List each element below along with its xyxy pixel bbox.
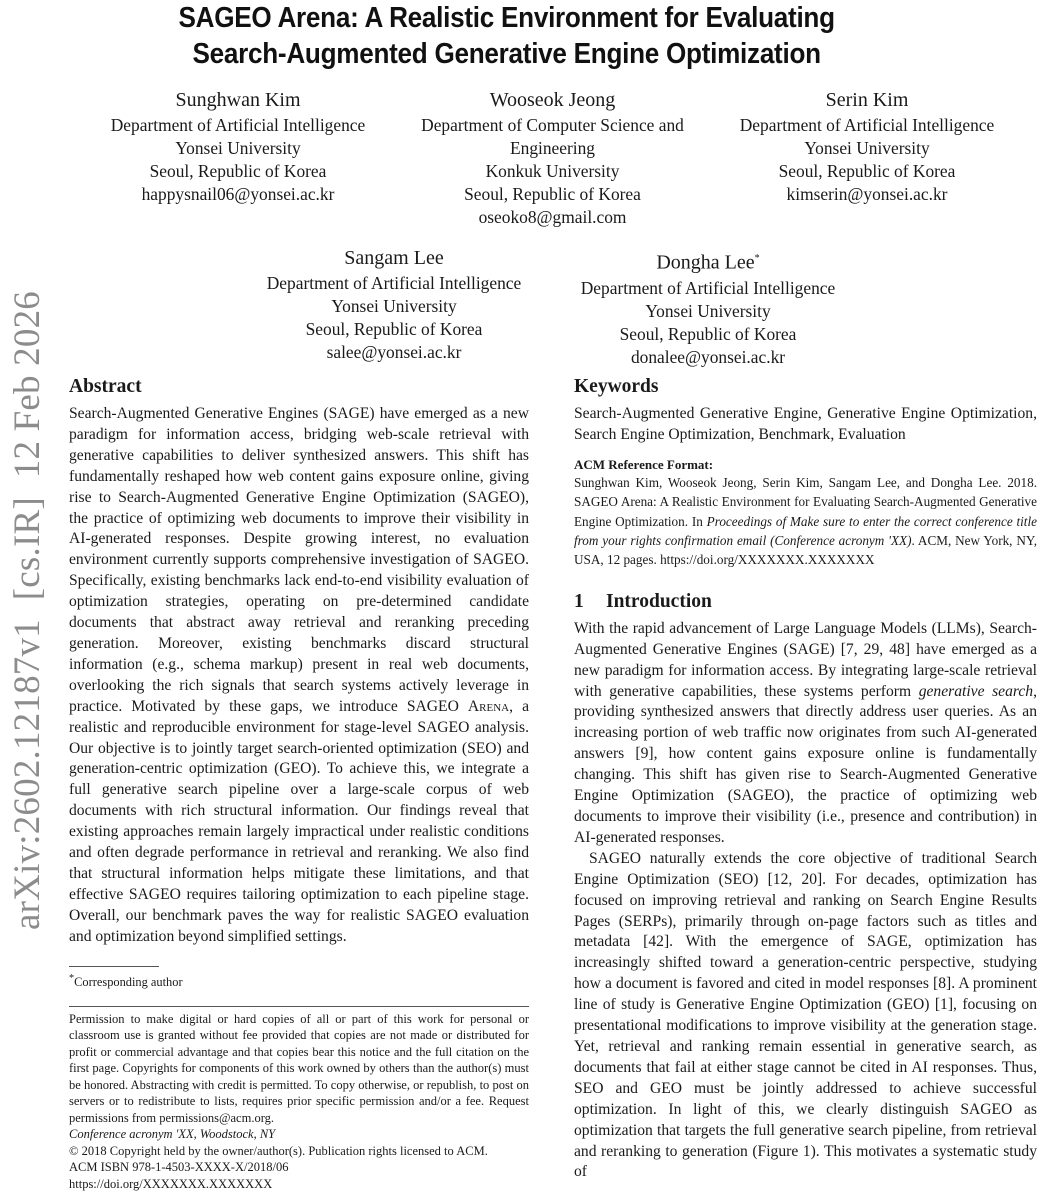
- author-name: Sunghwan Kim: [175, 89, 301, 111]
- title-line-2: Search-Augmented Generative Engine Optimization: [192, 38, 821, 70]
- author-email[interactable]: oseoko8@gmail.com: [478, 207, 627, 227]
- author-university: Yonsei University: [645, 300, 771, 321]
- abstract-heading: Abstract: [69, 376, 142, 397]
- author-university: Yonsei University: [175, 138, 301, 158]
- author-university: Yonsei University: [331, 296, 457, 316]
- doi-link[interactable]: https://doi.org/XXXXXXX.XXXXXXX: [69, 1176, 273, 1191]
- acm-ref-part: . ACM, New York, NY, USA, 12 pages. https://doi.org/XXXXXXX.XXXXXXX: [574, 533, 1037, 568]
- author-dept: Department of Artificial Intelligence: [110, 115, 366, 135]
- author-location: Seoul, Republic of Korea: [619, 323, 797, 344]
- isbn: ACM ISBN 978-1-4503-XXXX-X/2018/06: [69, 1160, 289, 1175]
- author-location: Seoul, Republic of Korea: [464, 184, 641, 204]
- author-name: Wooseok Jeong: [489, 89, 616, 111]
- author-block: [717, 88, 1017, 206]
- author-dept: Department of Artificial Intelligence: [266, 273, 522, 293]
- section-number: 1: [574, 590, 584, 612]
- section-title: Introduction: [606, 590, 712, 612]
- footnote-mark: *: [69, 972, 75, 984]
- intro-text-part: , providing synthesized answers that directly address user queries. As an increasing portion of web traffic now originates from such AI-generated answers [9], how content gains exposure online is fundamentally changing. This shift has given rise to Search-Augmented Generative Engine Optimization (SAGEO), the practice of optimizing web documents to improve their visibility (i.e., presence and contribution) in AI-generated responses.: [574, 682, 1037, 846]
- permission-text: Permission to make digital or hard copies of all or part of this work for personal or classroom use is granted without fee provided that copies are not made or distributed for profit or commercial advantage and that copies bear this notice and the full citation on the first page. Copyrights for components of this work owned by others than the author(s) must be honored. Abstracting with credit is permitted. To copy otherwise, or republish, to post on servers or to redistribute to lists, requires prior specific permission and/or a fee. Request permissions from permissions@acm.org.: [69, 1011, 529, 1125]
- permission-block: [69, 1011, 529, 1193]
- abstract-text-part: Search-Augmented Generative Engines (SAGE) have emerged as a new paradigm for information access, bridging web-scale retrieval with generative capabilities to deliver synthesized answers. This shift has fundamentally reshaped how web content gains exposure online, giving rise to Search-Augmented Generative Engine Optimization (SAGEO), the practice of optimizing web documents to improve their visibility in AI-generated responses. Despite growing interest, no evaluation environment currently supports comprehensive investigation of SAGEO. Specifically, existing benchmarks lack end-to-end visibility evaluation of optimization strategies, operating on pre-determined candidate documents that abstract away retrieval and reranking preceding generation. Moreover, existing benchmarks discard structural information (e.g., schema markup) present in real web documents, overlooking the rich signals that search systems actively leverage in practice. Motivated by these gaps, we introduce SAGEO: [69, 405, 529, 715]
- author-dept: Department of Artificial Intelligence: [739, 115, 995, 135]
- author-block: [558, 246, 858, 369]
- author-email[interactable]: donalee@yonsei.ac.kr: [630, 346, 786, 367]
- venue: Conference acronym 'XX, Woodstock, NY: [69, 1127, 276, 1142]
- acm-reference-heading: ACM Reference Format:: [574, 456, 714, 472]
- introduction-heading: [574, 590, 1037, 614]
- author-block: [400, 88, 705, 229]
- author-name: Sangam Lee: [344, 247, 444, 269]
- author-email[interactable]: happysnail06@yonsei.ac.kr: [141, 184, 335, 204]
- acm-reference-text: [574, 473, 1037, 570]
- author-name: [558, 246, 858, 276]
- author-block: [244, 246, 544, 364]
- author-email[interactable]: salee@yonsei.ac.kr: [326, 342, 462, 362]
- abstract-text: [69, 404, 529, 948]
- arxiv-stamp[interactable]: arXiv:2602.12187v1 [cs.IR] 12 Feb 2026: [7, 291, 48, 930]
- author-email[interactable]: kimserin@yonsei.ac.kr: [786, 184, 948, 204]
- footnote-divider: [69, 966, 159, 967]
- footnote: [69, 971, 529, 990]
- author-name: Serin Kim: [825, 89, 909, 111]
- author-university: Yonsei University: [804, 138, 930, 158]
- copyright: © 2018 Copyright held by the owner/author(s). Publication rights licensed to ACM.: [69, 1143, 488, 1158]
- keywords-heading: Keywords: [574, 376, 659, 397]
- acm-ref-part: Sunghwan Kim, Wooseok Jeong, Serin Kim, Sangam Lee, and Dongha Lee. 2018. SAGEO Arena: A Realistic Environment for Evaluating Search-Augmented Generative Engine Optimization. In: [574, 474, 1037, 529]
- abstract-smallcaps: Arena: [467, 697, 510, 715]
- intro-paragraph-2: SAGEO naturally extends the core objective of traditional Search Engine Optimization (SEO) [12, 20]. For decades, optimization has focused on improving retrieval and ranking on Search Engine Results Pages (SERPs), primarily through on-page factors such as titles and metadata [42]. With the emergence of SAGE, optimization has increasingly shifted toward a generation-centric perspective, studying how a document is favored and cited in model responses [8]. A prominent line of study is Generative Engine Optimization (GEO) [1], focusing on presentational modifications to improve visibility at the generation stage. Yet, retrieval and ranking remain essential in generative search, as documents that fail at either stage cannot be cited in AI responses. Thus, SEO and GEO must be jointly addressed to achieve successful optimization. In light of this, we clearly distinguish SAGEO as optimization that targets the full generative search pipeline, from retrieval and reranking to generation (Figure 1). This motivates a systematic study of: [574, 849, 1037, 1181]
- abstract-text-part: , a realistic and reproducible environment for stage-level SAGEO analysis. Our objective is to jointly target search-oriented optimization (SEO) and generation-centric optimization (GEO). To achieve this, we integrate a full generative search pipeline over a large-scale corpus of web documents with rich structural information. Our findings reveal that existing approaches remain largely impractical under realistic conditions and often degrade performance in retrieval and reranking. We also find that structural information helps mitigate these limitations, and that effective SAGEO requires tailoring optimization to each pipeline stage. Overall, our benchmark paves the way for realistic SAGEO evaluation and optimization beyond simplified settings.: [69, 697, 529, 945]
- author-name-text: Dongha Lee: [656, 251, 755, 274]
- right-column: [574, 375, 1037, 1183]
- intro-text-part: With the rapid advancement of Large Language Models (LLMs), Search-Augmented Generative Engines (SAGE) [7, 29, 48] have emerged as a new paradigm for information access. By integrating large-scale retrieval with generative capabilities, these systems perform: [574, 619, 1037, 700]
- intro-paragraph-1: [574, 619, 1037, 849]
- acm-ref-italic: Proceedings of Make sure to enter the correct conference title from your rights confirmation email (Conference acronym 'XX): [574, 513, 1037, 549]
- title-line-1: SAGEO Arena: A Realistic Environment for Evaluating: [178, 2, 835, 34]
- author-block: [88, 88, 388, 206]
- left-column: [69, 375, 529, 1192]
- author-location: Seoul, Republic of Korea: [149, 161, 327, 181]
- corresponding-mark: *: [754, 253, 760, 264]
- author-location: Seoul, Republic of Korea: [305, 319, 483, 339]
- footnote-text: Corresponding author: [74, 974, 183, 989]
- author-dept: Department of Artificial Intelligence: [580, 277, 836, 298]
- author-location: Seoul, Republic of Korea: [778, 161, 956, 181]
- permission-divider: [69, 1006, 529, 1007]
- author-dept: Department of Computer Science and: [421, 115, 684, 135]
- paper-title: [4, 0, 1009, 72]
- author-dept-cont: Engineering: [510, 138, 595, 158]
- intro-italic: generative search: [918, 682, 1034, 700]
- author-university: Konkuk University: [485, 161, 620, 181]
- keywords-text: Search-Augmented Generative Engine, Generative Engine Optimization, Search Engine Optimization, Benchmark, Evaluation: [574, 405, 1037, 443]
